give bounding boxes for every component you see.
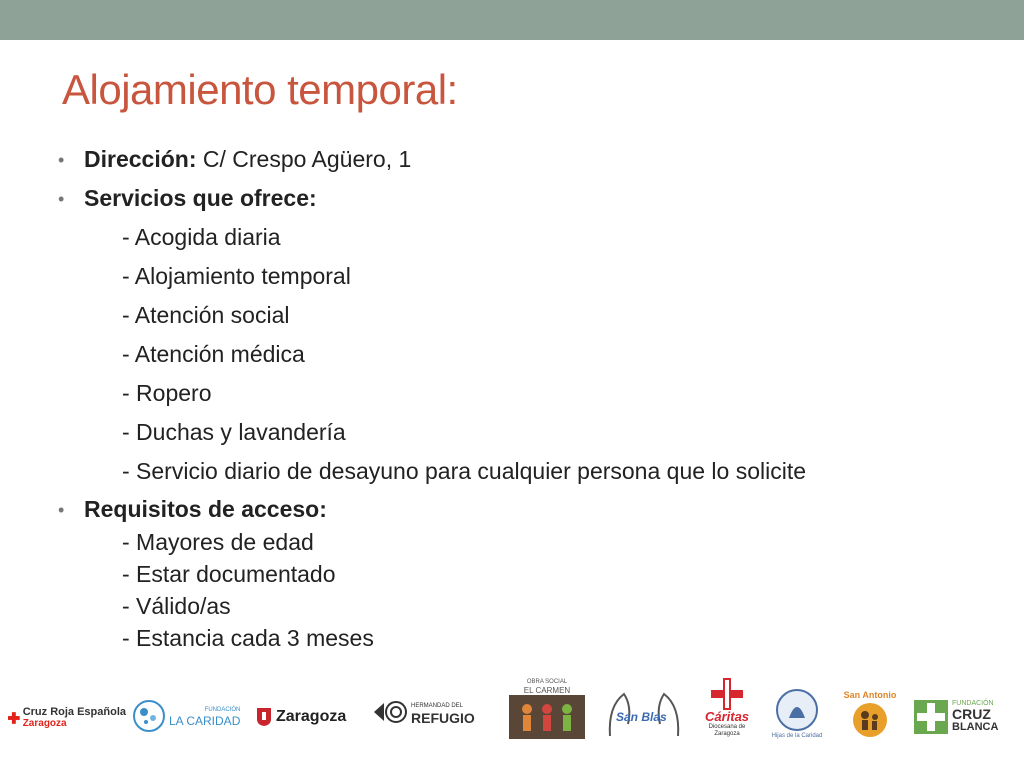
cruz-blanca-word2: BLANCA xyxy=(952,721,999,733)
address-value: C/ Crespo Agüero, 1 xyxy=(202,146,412,172)
red-cross-icon xyxy=(8,706,20,730)
cruz-blanca-word1: CRUZ xyxy=(952,706,991,722)
caritas-cross-icon xyxy=(711,678,743,710)
san-antonio-logo xyxy=(834,690,906,746)
requirements-label: Requisitos de acceso: xyxy=(84,496,327,522)
san-antonio-icon xyxy=(845,700,895,740)
hijas-caridad-name: Hijas de la Caridad xyxy=(771,733,823,739)
la-caridad-name: LA CARIDAD xyxy=(169,714,241,728)
bullet: • xyxy=(58,500,65,520)
la-caridad-logo xyxy=(132,694,242,738)
requirement-item: - Válido/as xyxy=(122,593,231,619)
top-accent-bar xyxy=(0,0,1024,40)
el-carmen-logo xyxy=(508,678,586,744)
service-item: - Alojamiento temporal xyxy=(122,263,351,289)
refugio-name: REFUGIO xyxy=(411,710,475,726)
cruz-blanca-cross-icon xyxy=(914,700,948,734)
san-blas-logo xyxy=(604,686,684,744)
cruz-roja-name: Cruz Roja Española xyxy=(22,706,126,718)
san-antonio-name: San Antonio xyxy=(843,690,897,700)
refugio-icon xyxy=(372,697,408,727)
caritas-logo xyxy=(692,678,762,744)
caritas-name: Cáritas xyxy=(704,709,750,724)
zaragoza-shield-icon xyxy=(256,707,272,727)
service-item: - Acogida diaria xyxy=(122,224,281,250)
cruz-blanca-small: FUNDACIÓN xyxy=(952,700,994,707)
service-item: - Ropero xyxy=(122,380,212,406)
service-item: - Duchas y lavandería xyxy=(122,419,346,445)
requirement-item: - Estar documentado xyxy=(122,561,336,587)
services-label: Servicios que ofrece: xyxy=(84,185,317,211)
san-blas-name: San Blas xyxy=(616,710,667,724)
service-item: - Servicio diario de desayuno para cualquier persona que lo solicite xyxy=(122,458,807,484)
cruz-blanca-logo xyxy=(914,696,1020,738)
cruz-roja-sub: Zaragoza xyxy=(22,718,67,729)
cruz-roja-logo xyxy=(8,698,126,738)
requirement-item: - Estancia cada 3 meses xyxy=(122,625,374,651)
la-caridad-small: FUNDACIÓN xyxy=(204,707,241,713)
bullet: • xyxy=(58,189,65,209)
caritas-sub: Diocesana de Zaragoza xyxy=(708,724,746,737)
refugio-logo xyxy=(372,692,488,732)
slide-title: Alojamiento temporal: xyxy=(62,66,458,113)
address-line xyxy=(84,146,411,173)
hijas-caridad-logo xyxy=(768,688,826,748)
el-carmen-small: OBRA SOCIAL xyxy=(526,679,568,685)
zaragoza-name: Zaragoza xyxy=(276,708,347,725)
service-item: - Atención médica xyxy=(122,341,305,367)
el-carmen-figures-icon xyxy=(509,695,585,739)
partner-logos xyxy=(0,678,1024,758)
address-label: Dirección: xyxy=(84,146,197,172)
zaragoza-logo xyxy=(256,702,352,732)
la-caridad-icon xyxy=(132,699,166,733)
refugio-small: HERMANDAD DEL xyxy=(411,703,464,709)
hijas-caridad-icon xyxy=(775,688,819,732)
el-carmen-name: EL CARMEN xyxy=(523,686,571,695)
bullet: • xyxy=(58,150,65,170)
requirement-item: - Mayores de edad xyxy=(122,529,314,555)
service-item: - Atención social xyxy=(122,302,290,328)
